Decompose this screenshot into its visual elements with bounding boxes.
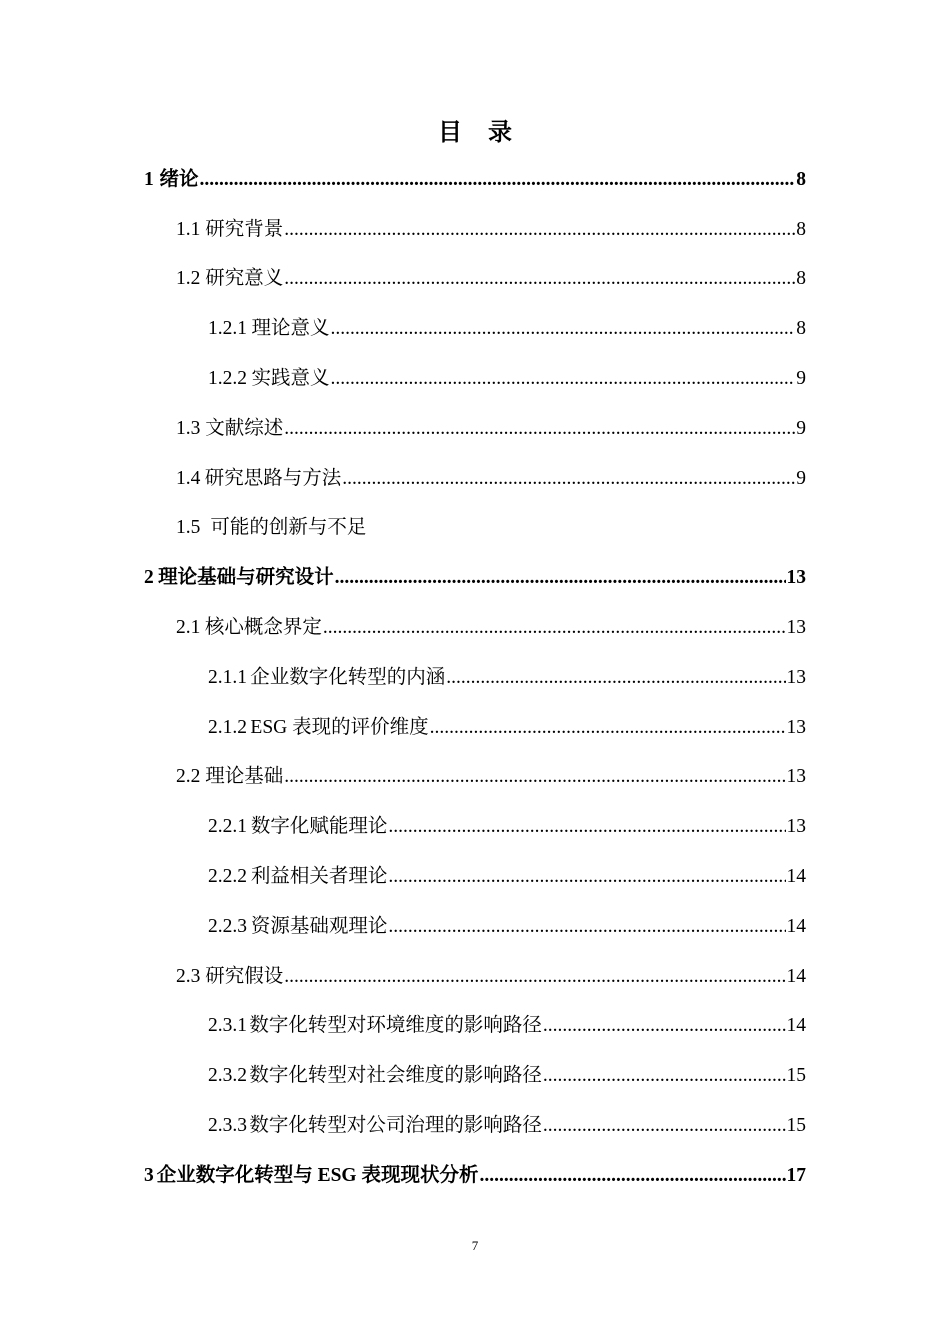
- toc-entry-page: 15: [786, 1115, 806, 1137]
- table-of-contents: [0, 155, 950, 1201]
- toc-entry-number: 1.2.1: [208, 318, 247, 340]
- toc-entry[interactable]: [0, 454, 806, 504]
- toc-dot-leader: [543, 1063, 786, 1089]
- toc-dot-leader: [543, 1013, 786, 1039]
- toc-dot-leader: [430, 715, 786, 741]
- toc-entry-label: 研究背景: [205, 218, 284, 240]
- toc-entry-label: 利益相关者理论: [250, 866, 388, 888]
- toc-entry-label: 企业数字化转型的内涵: [250, 666, 446, 688]
- toc-entry[interactable]: [0, 404, 806, 454]
- toc-entry-number: 3: [144, 1164, 154, 1186]
- toc-entry-label: 数字化转型对社会维度的影响路径: [249, 1065, 542, 1087]
- toc-entry-page: 13: [786, 617, 806, 639]
- toc-entry-number: 1.3: [176, 417, 201, 439]
- toc-entry-page: 8: [796, 168, 806, 190]
- toc-dot-leader: [335, 565, 786, 591]
- toc-dot-leader: [543, 1113, 786, 1139]
- toc-entry[interactable]: [0, 553, 806, 603]
- toc-entry-number: 1.1: [176, 218, 201, 240]
- toc-entry-number: 2: [144, 567, 154, 589]
- toc-entry-page: 8: [796, 268, 806, 290]
- toc-entry-page: 8: [796, 218, 806, 240]
- toc-entry[interactable]: [0, 902, 806, 952]
- toc-entry[interactable]: [0, 603, 806, 653]
- toc-entry-label: 实践意义: [251, 368, 330, 390]
- toc-dot-leader: [330, 316, 795, 342]
- toc-entry-label: 核心概念界定: [204, 617, 322, 639]
- toc-entry-page: 9: [796, 417, 806, 439]
- toc-entry-number: 2.2: [176, 766, 201, 788]
- toc-entry-page: 9: [796, 467, 806, 489]
- toc-entry[interactable]: [0, 1051, 806, 1101]
- toc-entry-label: 理论基础与研究设计: [158, 567, 334, 589]
- toc-dot-leader: [284, 416, 795, 442]
- toc-entry-label: 数字化赋能理论: [250, 816, 388, 838]
- toc-entry-number: 2.1.2: [208, 716, 247, 738]
- toc-entry-label: 研究意义: [205, 268, 284, 290]
- toc-entry-number: 1.2.2: [208, 368, 247, 390]
- toc-dot-leader: [323, 615, 786, 641]
- toc-entry-label: ESG 表现的评价维度: [250, 716, 429, 738]
- toc-entry[interactable]: [0, 1101, 806, 1151]
- toc-entry-number: 2.3.2: [208, 1065, 247, 1087]
- toc-entry-number: 2.3: [176, 965, 201, 987]
- toc-entry-page: 14: [786, 915, 806, 937]
- toc-entry[interactable]: [0, 952, 806, 1002]
- toc-entry-label: 企业数字化转型与 ESG 表现现状分析: [156, 1164, 479, 1186]
- toc-entry[interactable]: [0, 653, 806, 703]
- toc-dot-leader: [284, 964, 785, 990]
- toc-entry-page: 13: [786, 567, 806, 589]
- toc-entry[interactable]: [0, 703, 806, 753]
- toc-dot-leader: [342, 466, 795, 492]
- toc-entry[interactable]: [0, 1151, 806, 1201]
- toc-entry-page: 8: [796, 318, 806, 340]
- toc-dot-leader: [479, 1163, 785, 1189]
- toc-entry-number: 1.4: [176, 467, 201, 489]
- toc-dot-leader: [388, 864, 785, 890]
- toc-entry-number: 2.3.1: [208, 1015, 247, 1037]
- toc-dot-leader: [284, 764, 785, 790]
- toc-entry[interactable]: [0, 1002, 806, 1052]
- toc-entry[interactable]: [0, 354, 806, 404]
- toc-entry-page: 9: [796, 368, 806, 390]
- toc-entry-label: 数字化转型对公司治理的影响路径: [249, 1115, 542, 1137]
- toc-entry-number: 1.5: [176, 517, 201, 539]
- toc-entry-label: 绪论: [159, 168, 199, 190]
- toc-entry[interactable]: [0, 255, 806, 305]
- toc-entry-label: 理论意义: [251, 318, 330, 340]
- toc-entry[interactable]: [0, 304, 806, 354]
- toc-entry-label: 可能的创新与不足: [210, 517, 367, 539]
- toc-dot-leader: [199, 167, 795, 193]
- toc-dot-leader: [284, 217, 795, 243]
- toc-dot-leader: [284, 266, 795, 292]
- toc-entry-label: 资源基础观理论: [250, 915, 388, 937]
- toc-dot-leader: [367, 515, 805, 541]
- page-title: 目 录: [438, 120, 522, 146]
- toc-entry-page: 13: [786, 816, 806, 838]
- toc-entry-number: 1.2: [176, 268, 201, 290]
- toc-entry[interactable]: [0, 205, 806, 255]
- toc-dot-leader: [330, 366, 795, 392]
- toc-dot-leader: [388, 914, 785, 940]
- toc-entry-page: 17: [786, 1164, 806, 1186]
- toc-entry-number: 1: [144, 168, 154, 190]
- toc-entry-page: 15: [786, 1065, 806, 1087]
- toc-entry[interactable]: [0, 155, 806, 205]
- toc-entry-number: 2.2.1: [208, 816, 247, 838]
- toc-entry-number: 2.2.2: [208, 866, 247, 888]
- toc-entry-page: 14: [786, 866, 806, 888]
- toc-entry-label: 研究思路与方法: [204, 467, 342, 489]
- toc-entry-number: 2.3.3: [208, 1115, 247, 1137]
- toc-entry[interactable]: [0, 802, 806, 852]
- toc-entry-page: 13: [786, 766, 806, 788]
- toc-dot-leader: [388, 814, 785, 840]
- toc-entry-label: 理论基础: [205, 766, 284, 788]
- toc-entry[interactable]: [0, 753, 806, 803]
- toc-entry-number: 2.1.1: [208, 666, 247, 688]
- toc-entry-label: 研究假设: [205, 965, 284, 987]
- toc-entry-page: 13: [786, 666, 806, 688]
- toc-entry[interactable]: [0, 852, 806, 902]
- toc-entry-label: 文献综述: [205, 417, 284, 439]
- footer-page-number: 7: [471, 1238, 479, 1253]
- toc-entry-number: 2.2.3: [208, 915, 247, 937]
- toc-entry-page: 13: [786, 716, 806, 738]
- toc-entry-number: 2.1: [176, 617, 201, 639]
- toc-dot-leader: [446, 665, 785, 691]
- toc-entry[interactable]: [0, 504, 806, 554]
- toc-entry-page: 14: [786, 1015, 806, 1037]
- toc-entry-label: 数字化转型对环境维度的影响路径: [249, 1015, 542, 1037]
- toc-entry-page: 14: [786, 965, 806, 987]
